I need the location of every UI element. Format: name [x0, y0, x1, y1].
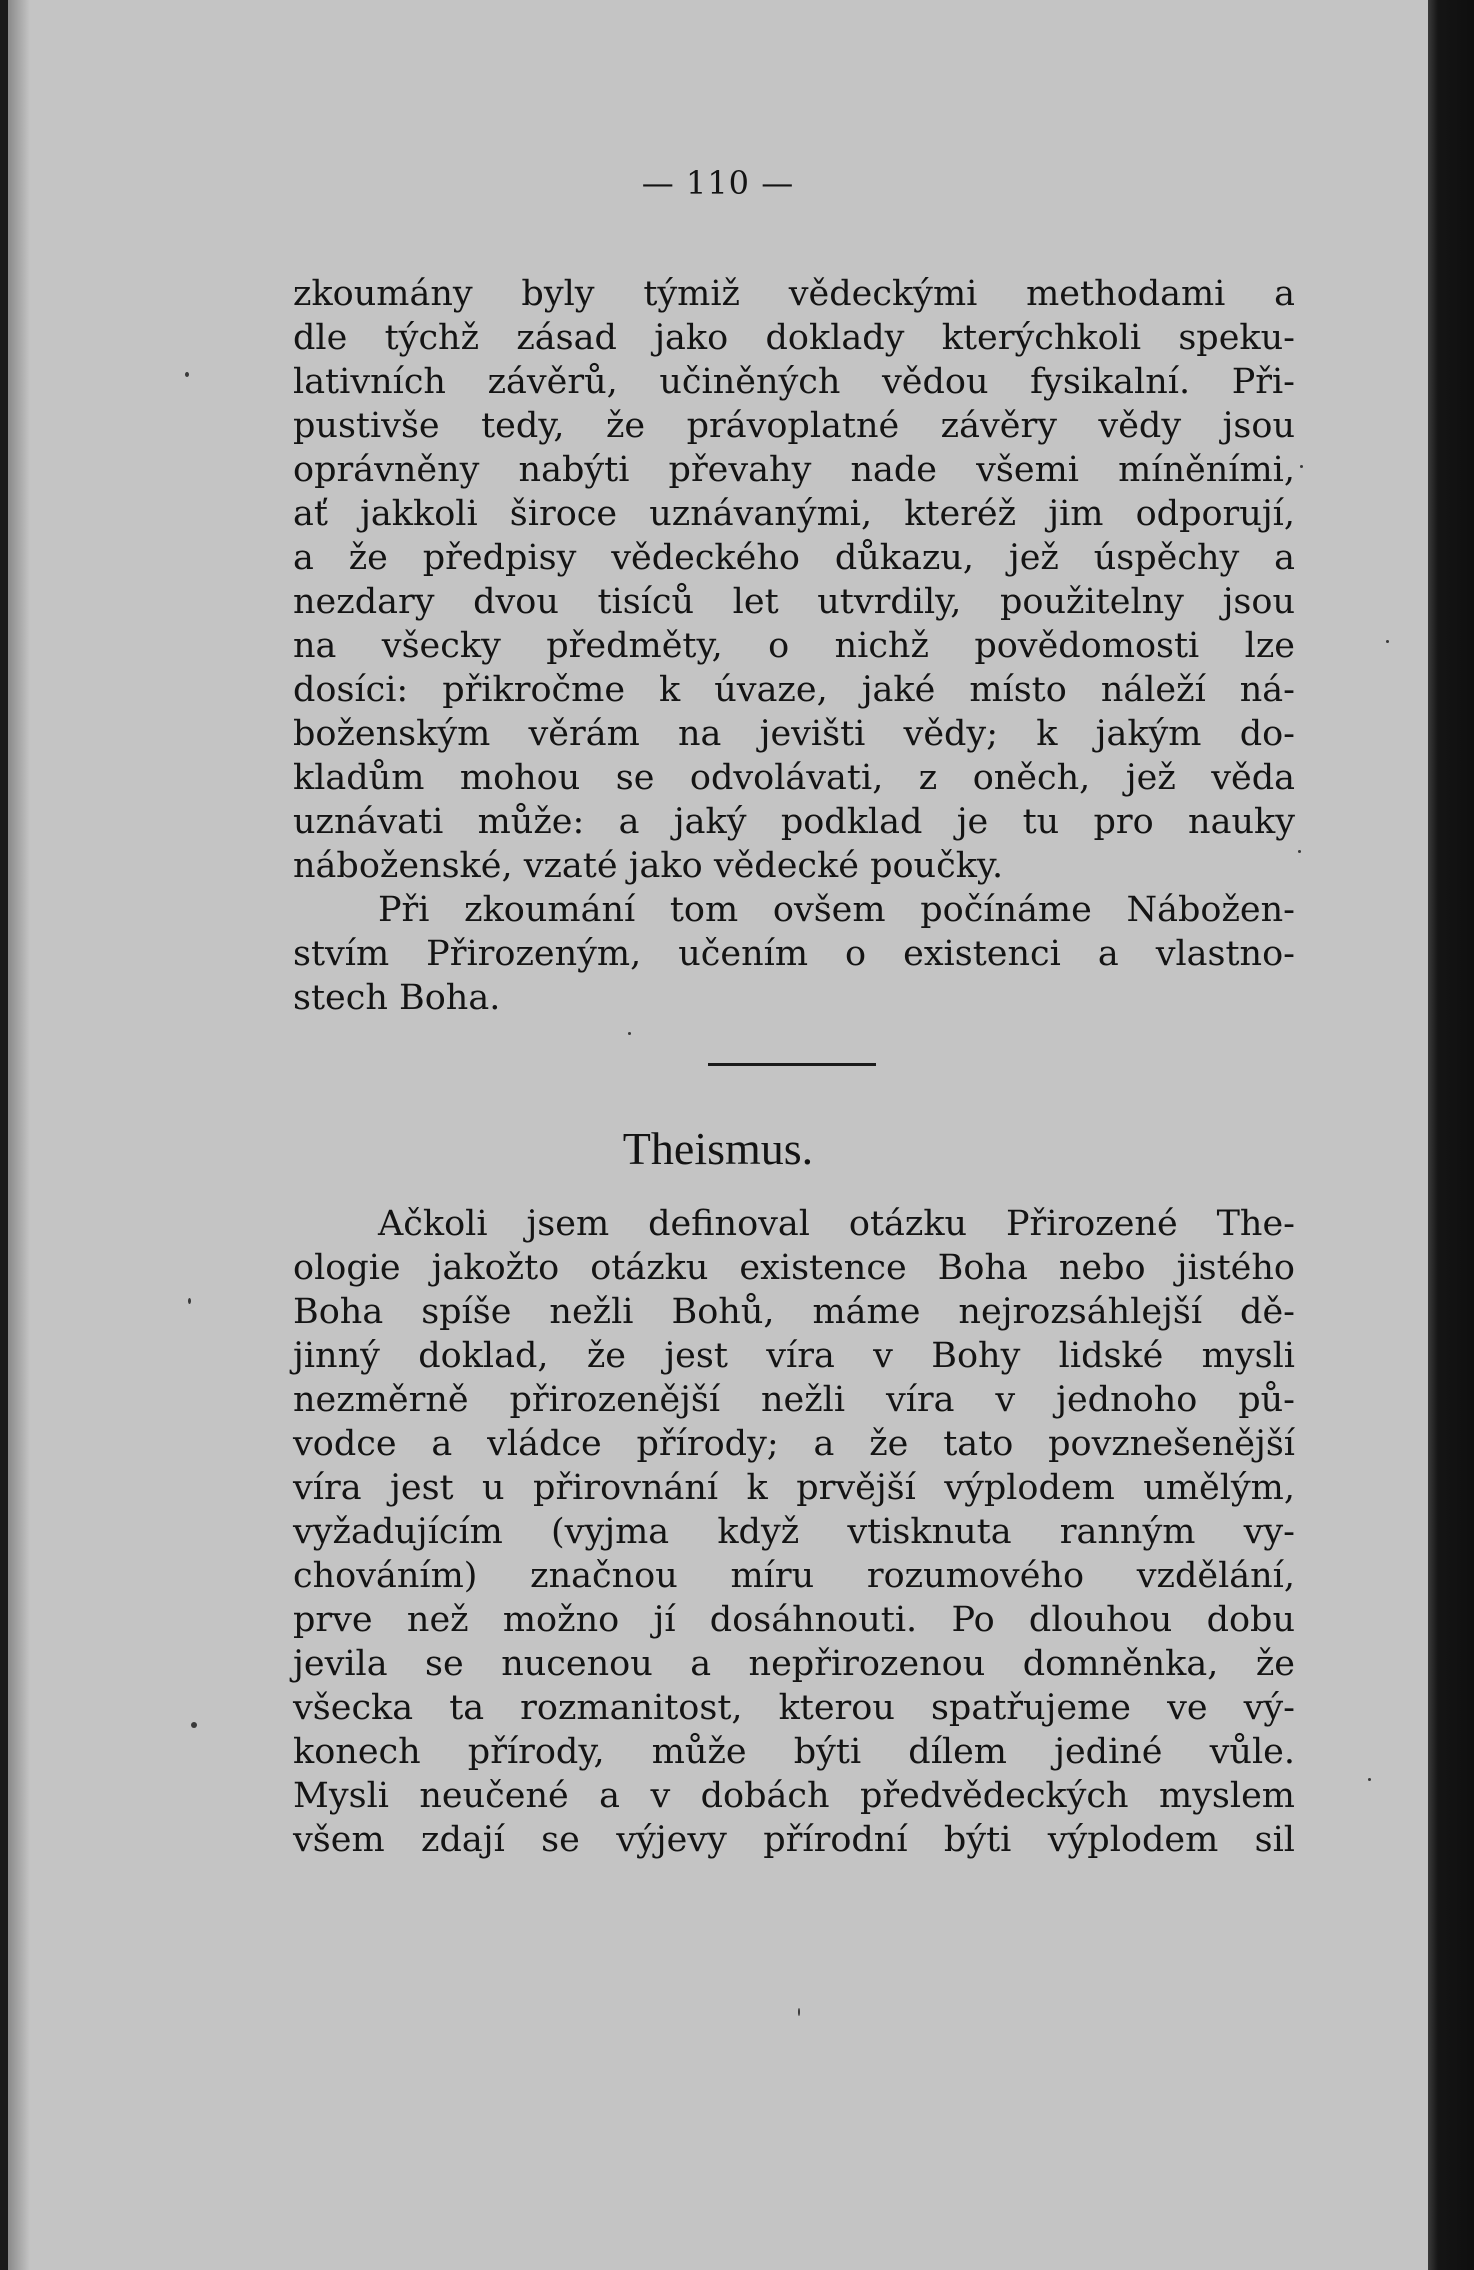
text-line: Ačkoli jsem definoval otázku Přirozené The- — [378, 1204, 1295, 1244]
paper-speck — [798, 2008, 800, 2016]
text-line: nezdary dvou tisíců let utvrdily, použitelny jsou — [293, 582, 1295, 622]
section-divider — [708, 1063, 876, 1066]
text-line: oprávněny nabýti převahy nade všemi míněními, — [293, 450, 1295, 490]
text-line: všecka ta rozmanitost, kterou spatřujeme ve vý- — [293, 1688, 1295, 1728]
text-line: jinný doklad, že jest víra v Bohy lidské mysli — [293, 1336, 1295, 1376]
book-page — [8, 0, 1428, 2270]
page-gutter-dark — [1428, 0, 1474, 2270]
paragraph-3 — [293, 1202, 1295, 1862]
paragraph-1 — [293, 272, 1295, 1020]
text-line: kladům mohou se odvolávati, z oněch, jež věda — [293, 758, 1295, 798]
text-line: na všecky předměty, o nichž povědomosti lze — [293, 626, 1295, 666]
text-line: prve než možno jí dosáhnouti. Po dlouhou dobu — [293, 1600, 1295, 1640]
paper-speck — [188, 1298, 191, 1304]
paper-speck — [1368, 1778, 1371, 1781]
paper-speck — [628, 1032, 631, 1035]
paper-speck — [1298, 850, 1301, 853]
text-line: nezměrně přirozenější nežli víra v jednoho pů- — [293, 1380, 1295, 1420]
paper-speck — [1300, 465, 1303, 468]
text-line: a že předpisy vědeckého důkazu, jež úspěchy a — [293, 538, 1295, 578]
text-line: Při zkoumání tom ovšem počínáme Nábožen- — [378, 890, 1295, 930]
text-line: boženským věrám na jevišti vědy; k jakým do- — [293, 714, 1295, 754]
text-line: ologie jakožto otázku existence Boha nebo jistého — [293, 1248, 1295, 1288]
paper-speck — [185, 372, 189, 377]
text-line: Mysli neučené a v dobách předvědeckých myslem — [293, 1776, 1295, 1816]
paper-speck — [191, 1722, 197, 1728]
text-line: uznávati může: a jaký podklad je tu pro nauky — [293, 802, 1295, 842]
text-line: víra jest u přirovnání k prvější výplodem umělým, — [293, 1468, 1295, 1508]
text-line: konech přírody, může býti dílem jediné vůle. — [293, 1732, 1295, 1772]
text-line: ať jakkoli široce uznávanými, kteréž jim odporují, — [293, 494, 1295, 534]
text-line: náboženské, vzaté jako vědecké poučky. — [293, 846, 1004, 886]
text-line: zkoumány byly týmiž vědeckými methodami a — [293, 274, 1295, 314]
text-line: Boha spíše nežli Bohů, máme nejrozsáhlejší dě- — [293, 1292, 1295, 1332]
page-number: — 110 — — [641, 164, 795, 202]
text-line: chováním) značnou míru rozumového vzdělání, — [293, 1556, 1295, 1596]
text-line: všem zdají se výjevy přírodní býti výplodem sil — [293, 1820, 1295, 1860]
text-line: lativních závěrů, učiněných vědou fysikalní. Při- — [293, 362, 1295, 402]
text-line: dle týchž zásad jako doklady kterýchkoli speku- — [293, 318, 1295, 358]
text-line: vodce a vládce přírody; a že tato povznešenější — [293, 1424, 1295, 1464]
text-line: vyžadujícím (vyjma když vtisknuta ranným vy- — [293, 1512, 1295, 1552]
text-line: jevila se nucenou a nepřirozenou domněnka, že — [293, 1644, 1295, 1684]
text-line: stvím Přirozeným, učením o existenci a vlastno- — [293, 934, 1295, 974]
text-line: dosíci: přikročme k úvaze, jaké místo náleží ná- — [293, 670, 1295, 710]
section-heading: Theismus. — [622, 1123, 814, 1174]
text-line: stech Boha. — [293, 978, 501, 1018]
paper-speck — [1386, 640, 1389, 643]
text-line: pustivše tedy, že právoplatné závěry vědy jsou — [293, 406, 1295, 446]
